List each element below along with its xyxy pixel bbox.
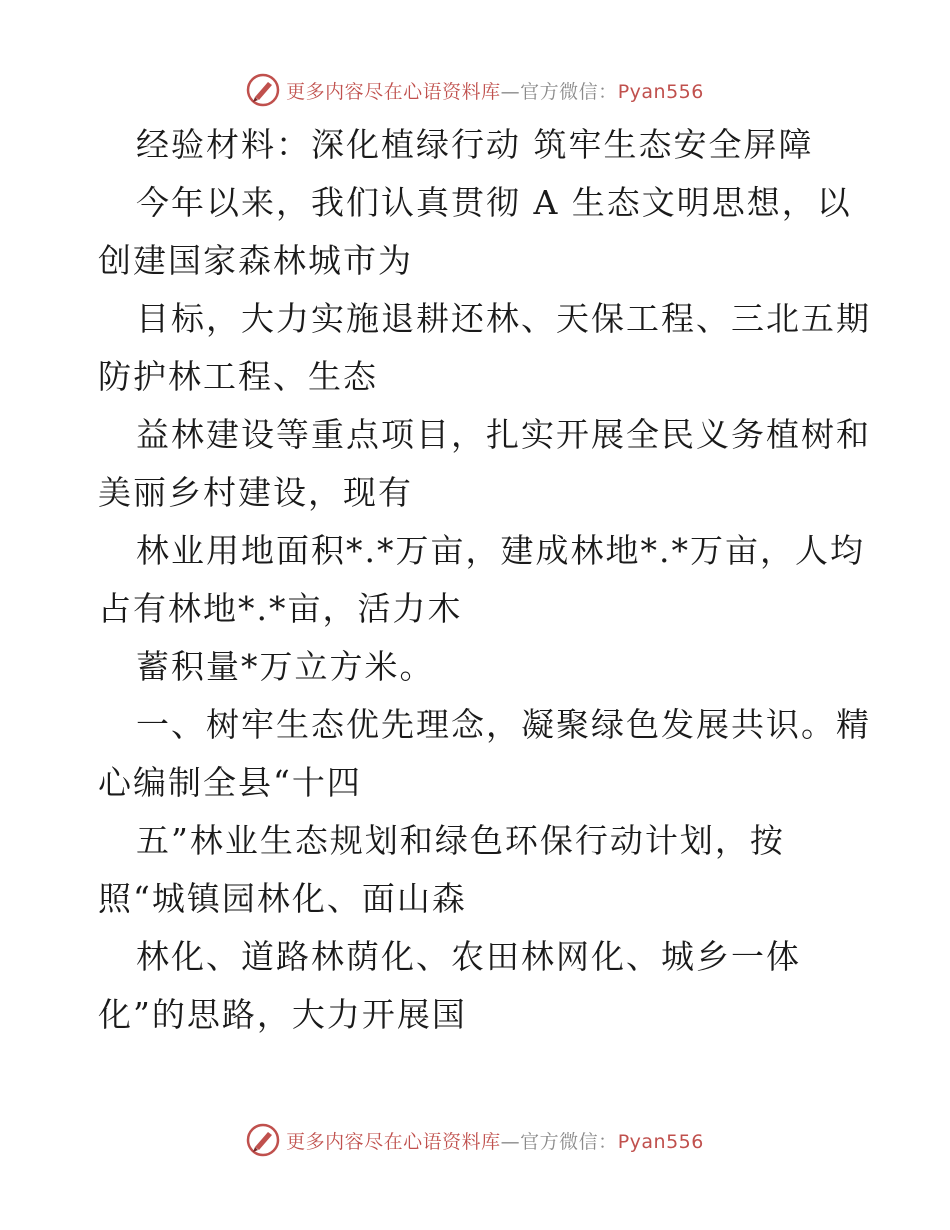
pen-logo-icon: [246, 1123, 280, 1157]
doc-line: 创建国家森林城市为: [98, 241, 413, 280]
doc-line: 心编制全县“十四: [98, 763, 362, 802]
watermark-dash: —: [500, 80, 521, 103]
doc-line: 五”林业生态规划和绿色环保行动计划，按: [136, 821, 785, 860]
doc-line: 照“城镇园林化、面山森: [98, 879, 467, 918]
watermark-main: 更多内容尽在心语资料库: [286, 1130, 501, 1153]
watermark-sub: 官方微信：: [520, 1130, 618, 1153]
doc-line: 蓄积量*万立方米。: [136, 647, 435, 686]
doc-title: 经验材料：深化植绿行动 筑牢生态安全屏障: [136, 125, 814, 164]
doc-line: 林化、道路林荫化、农田林网化、城乡一体: [136, 937, 801, 976]
watermark-text: [286, 1127, 704, 1154]
doc-line: 今年以来，我们认真贯彻 A 生态文明思想，以: [136, 183, 852, 222]
document-body: [98, 116, 871, 1044]
watermark-main: 更多内容尽在心语资料库: [286, 80, 501, 103]
doc-line: 林业用地面积*.*万亩，建成林地*.*万亩，人均: [136, 531, 865, 570]
watermark-id: Pyan556: [617, 1130, 704, 1153]
doc-line: 防护林工程、生态: [98, 357, 378, 396]
watermark-id: Pyan556: [617, 80, 704, 103]
watermark-sub: 官方微信：: [520, 80, 618, 103]
header-watermark: [0, 68, 950, 112]
doc-line: 美丽乡村建设，现有: [98, 473, 413, 512]
watermark-text: [286, 77, 704, 104]
doc-line: 目标，大力实施退耕还林、天保工程、三北五期: [136, 299, 871, 338]
doc-line: 益林建设等重点项目，扎实开展全民义务植树和: [136, 415, 871, 454]
footer-watermark: [0, 1118, 950, 1162]
doc-line: 一、树牢生态优先理念，凝聚绿色发展共识。精: [136, 705, 871, 744]
watermark-dash: —: [500, 1130, 521, 1153]
doc-line: 占有林地*.*亩，活力木: [98, 589, 463, 628]
doc-line: 化”的思路，大力开展国: [98, 995, 467, 1034]
pen-logo-icon: [246, 73, 280, 107]
